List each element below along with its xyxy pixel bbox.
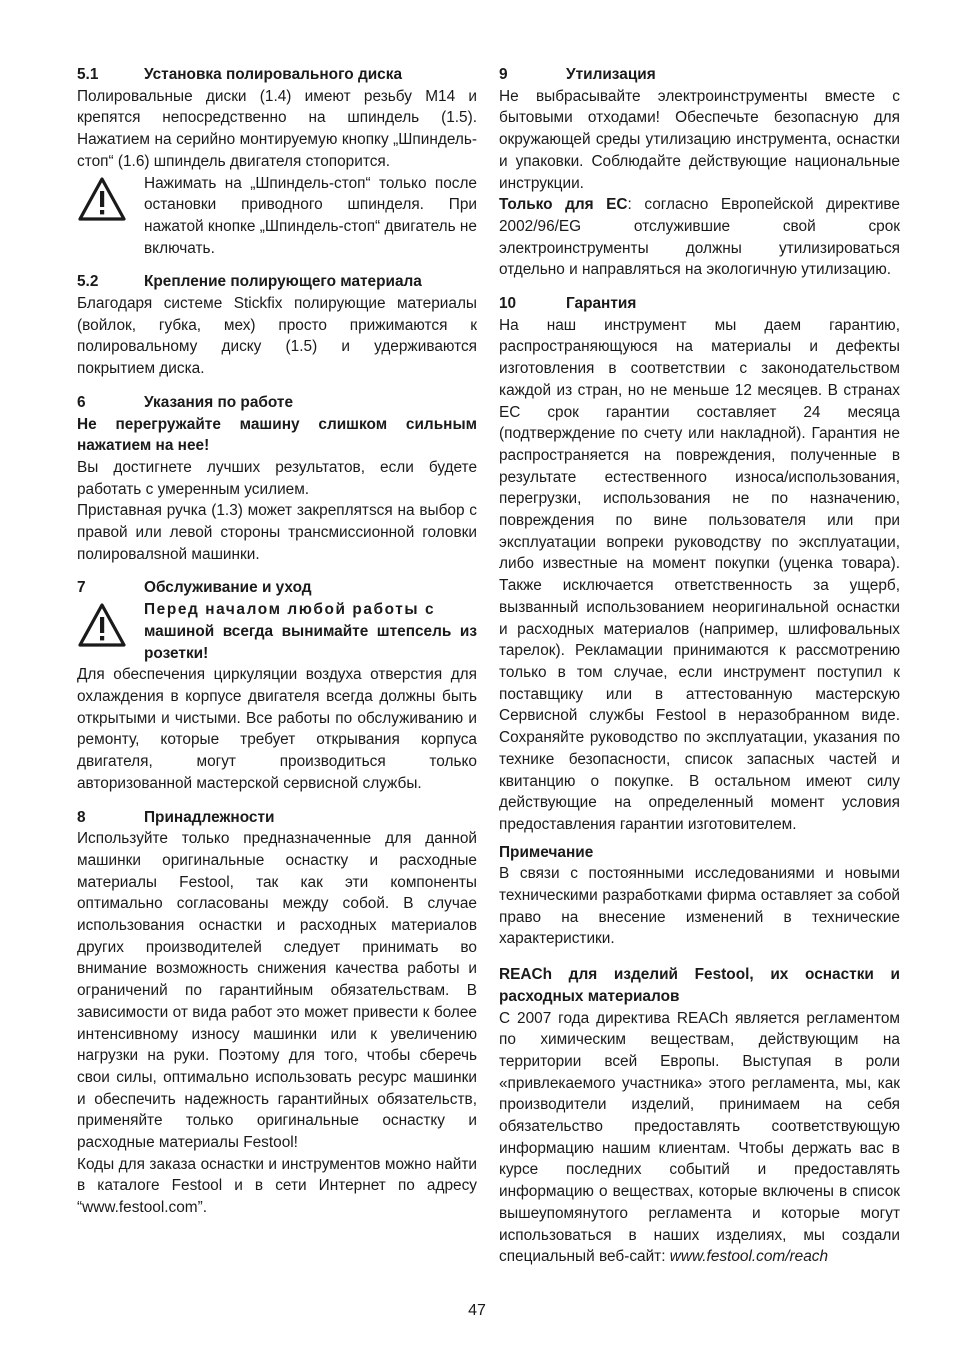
section-number: 5.2 — [77, 273, 99, 291]
warning-line: Перед началом любой работы с — [144, 601, 436, 619]
eu-label: Только для ЕС — [499, 196, 628, 214]
section-body: Полировальные диски (1.4) имеют резьбу M14 и крепятся непосредственно на шпиндель (1.5). Нажатием на серийно монтируемую кнопку „Шпиндель-стоп“ (1.6) шпиндель двигателя стопорится. — [77, 87, 477, 170]
section-body: На наш инструмент мы даем гарантию, распространяющуюся на материалы и дефекты изготовления в соответствии с законодательством каждой из стран, но не меньше 12 месяцев. В странах ЕС срок гарантии составляет 24 месяца (подтверждение по счету или накладной). Гарантия не распространяется на повреждения, полученные в результате естественного износа/использования, перегрузки, использования не по назначению, повреждения по вине пользователя или при эксплуатации вопреки руководству по эксплуатации, либо известные на момент покупки (уценка товара). Также исключается ответственность за ущерб, вызванный использованием неоригинальной оснастки и расходных материалов (например, шлифовальных тарелок). Рекламации принимаются к рассмотрению только в том случае, если инструмент поступил к поставщику или в аттестованную мастерскую Сервисной службы Festool в неразобранном виде. Сохраняйте руководство по эксплуатации, указания по технике безопасности, список запасных частей и квитанцию о покупке. В остальном имеют силу действующие на определенный момент условия предоставления гарантии изготовителем. — [499, 316, 900, 833]
section-title: Установка полировального диска — [144, 66, 403, 83]
section-body: Коды для заказа оснастки и инструментов можно найти в каталоге Festool и в сети Интернет по адресу “www.festool.com”. — [77, 1155, 477, 1217]
warning-block — [77, 599, 477, 664]
warning-text: Нажимать на „Шпиндель-стоп“ только после остановки приводного шпинделя. При нажатой кнопке „Шпиндель-стоп“ двигатель не включать. — [144, 174, 477, 257]
warning-text — [144, 599, 477, 664]
section-body: Благодаря системе Stickfix полирующие материалы (войлок, губка, мех) просто прижимаются к полировальному диску (1.5) и удерживаются покрытием диска. — [77, 295, 477, 378]
right-column — [499, 64, 900, 1268]
section-body: Вы достигнете лучших результатов, если будете работать с умеренным усилием. — [77, 458, 477, 498]
section-title: Обслуживание и уход — [144, 579, 312, 597]
eu-text: : согласно Европейской директиве 2002/96/EG отслужившие свой срок электроинструменты должны утилизироваться отдельно и направляться на экологичную утилизацию. — [499, 196, 900, 279]
section-body: Не выбрасывайте электроинструменты вместе с бытовыми отходами! Обеспечьте безопасную для окружающей среды утилизацию инструмента, оснастки и упаковки. Соблюдайте действующие национальные инструкции. — [499, 87, 900, 192]
note-title: Примечание — [499, 843, 594, 861]
warning-triangle-icon — [77, 599, 144, 653]
section-body: Для обеспечения циркуляции воздуха отверстия для охлаждения в корпусе двигателя всегда должны быть открытыми и чистыми. Все работы по обслуживанию и ремонту, которые требует открывания корпуса двигателя, могут производиться только авторизованной мастерской сервисной службы. — [77, 666, 477, 792]
section-heading-9 — [499, 64, 900, 86]
section-number: 9 — [499, 66, 508, 83]
section-heading-8 — [77, 807, 477, 829]
reach-link[interactable]: www.festool.com/reach — [669, 1248, 829, 1266]
warning-block — [77, 173, 477, 260]
page-number: 47 — [468, 1302, 486, 1319]
section-body: Используйте только предназначенные для данной машинки оригинальные оснастку и расходные материалы Festool, так как эти компоненты оптимально согласованы между собой. В случае использования оснастки и расходных материалов других производителей следует принимать во внимание возможность снижения качества работы и ограничений по гарантийным обязательствам. В зависимости от вида работ это может привести к более интенсивному износу машинки или к увеличению нагрузки на руки. Поэтому для того, чтобы сберечь свои силы, оптимально использовать ресурс машинки и обеспечить надежность гарантийных обязательств, применяйте только оригинальные оснастку и расходные материалы Festool! — [77, 830, 477, 1152]
section-number: 8 — [77, 808, 86, 826]
section-body: Приставная ручка (1.3) может закреплятsся на выбор с правой или левой стороны трансмиссионной головки полировалsной машинки. — [77, 502, 477, 563]
section-number: 10 — [499, 295, 517, 313]
section-title: Крепление полирующего материала — [144, 273, 422, 291]
section-title: Гарантия — [566, 295, 637, 313]
eu-disposal-paragraph — [499, 194, 900, 281]
section-heading-6 — [77, 392, 477, 414]
section-heading-7 — [77, 577, 477, 599]
section-title: Утилизация — [566, 66, 656, 83]
bold-caution: Не перегружайте машину слишком сильным нажатием на нее! — [77, 415, 477, 455]
reach-title: REACh для изделий Festool, их оснастки и расходных материалов — [499, 966, 900, 1005]
warning-triangle-icon — [77, 173, 144, 227]
section-heading-10 — [499, 293, 900, 315]
warning-line: машиной всегда вынимайте штепсель из розетки! — [144, 622, 477, 662]
section-title: Принадлежности — [144, 808, 275, 826]
section-heading-5-2 — [77, 271, 477, 293]
section-number: 5.1 — [77, 66, 99, 83]
section-number: 7 — [77, 579, 86, 597]
reach-text: С 2007 года директива REACh является регламентом по химическим веществам, действующим на территории всей Европы. Выступая в роли «привлекаемого участника» этого регламента, мы, как производители изделий, принимаем на себя обязательство предоставлять соответствующую информацию нашим клиентам. Чтобы держать вас в курсе последних событий и предоставлять информацию о веществах, которые включены в список вышеупомянутого регламента и которые могут использоваться в наших изделиях, мы создали специальный веб-сайт: — [499, 1009, 900, 1266]
left-column — [77, 64, 477, 1219]
section-title: Указания по работе — [144, 393, 294, 411]
section-number: 6 — [77, 393, 86, 411]
section-heading-5-1 — [77, 64, 477, 86]
note-body: В связи с постоянными исследованиями и новыми техническими разработками фирма оставляет за собой право на внесение изменений в технические характеристики. — [499, 865, 900, 948]
reach-body — [499, 1008, 900, 1268]
